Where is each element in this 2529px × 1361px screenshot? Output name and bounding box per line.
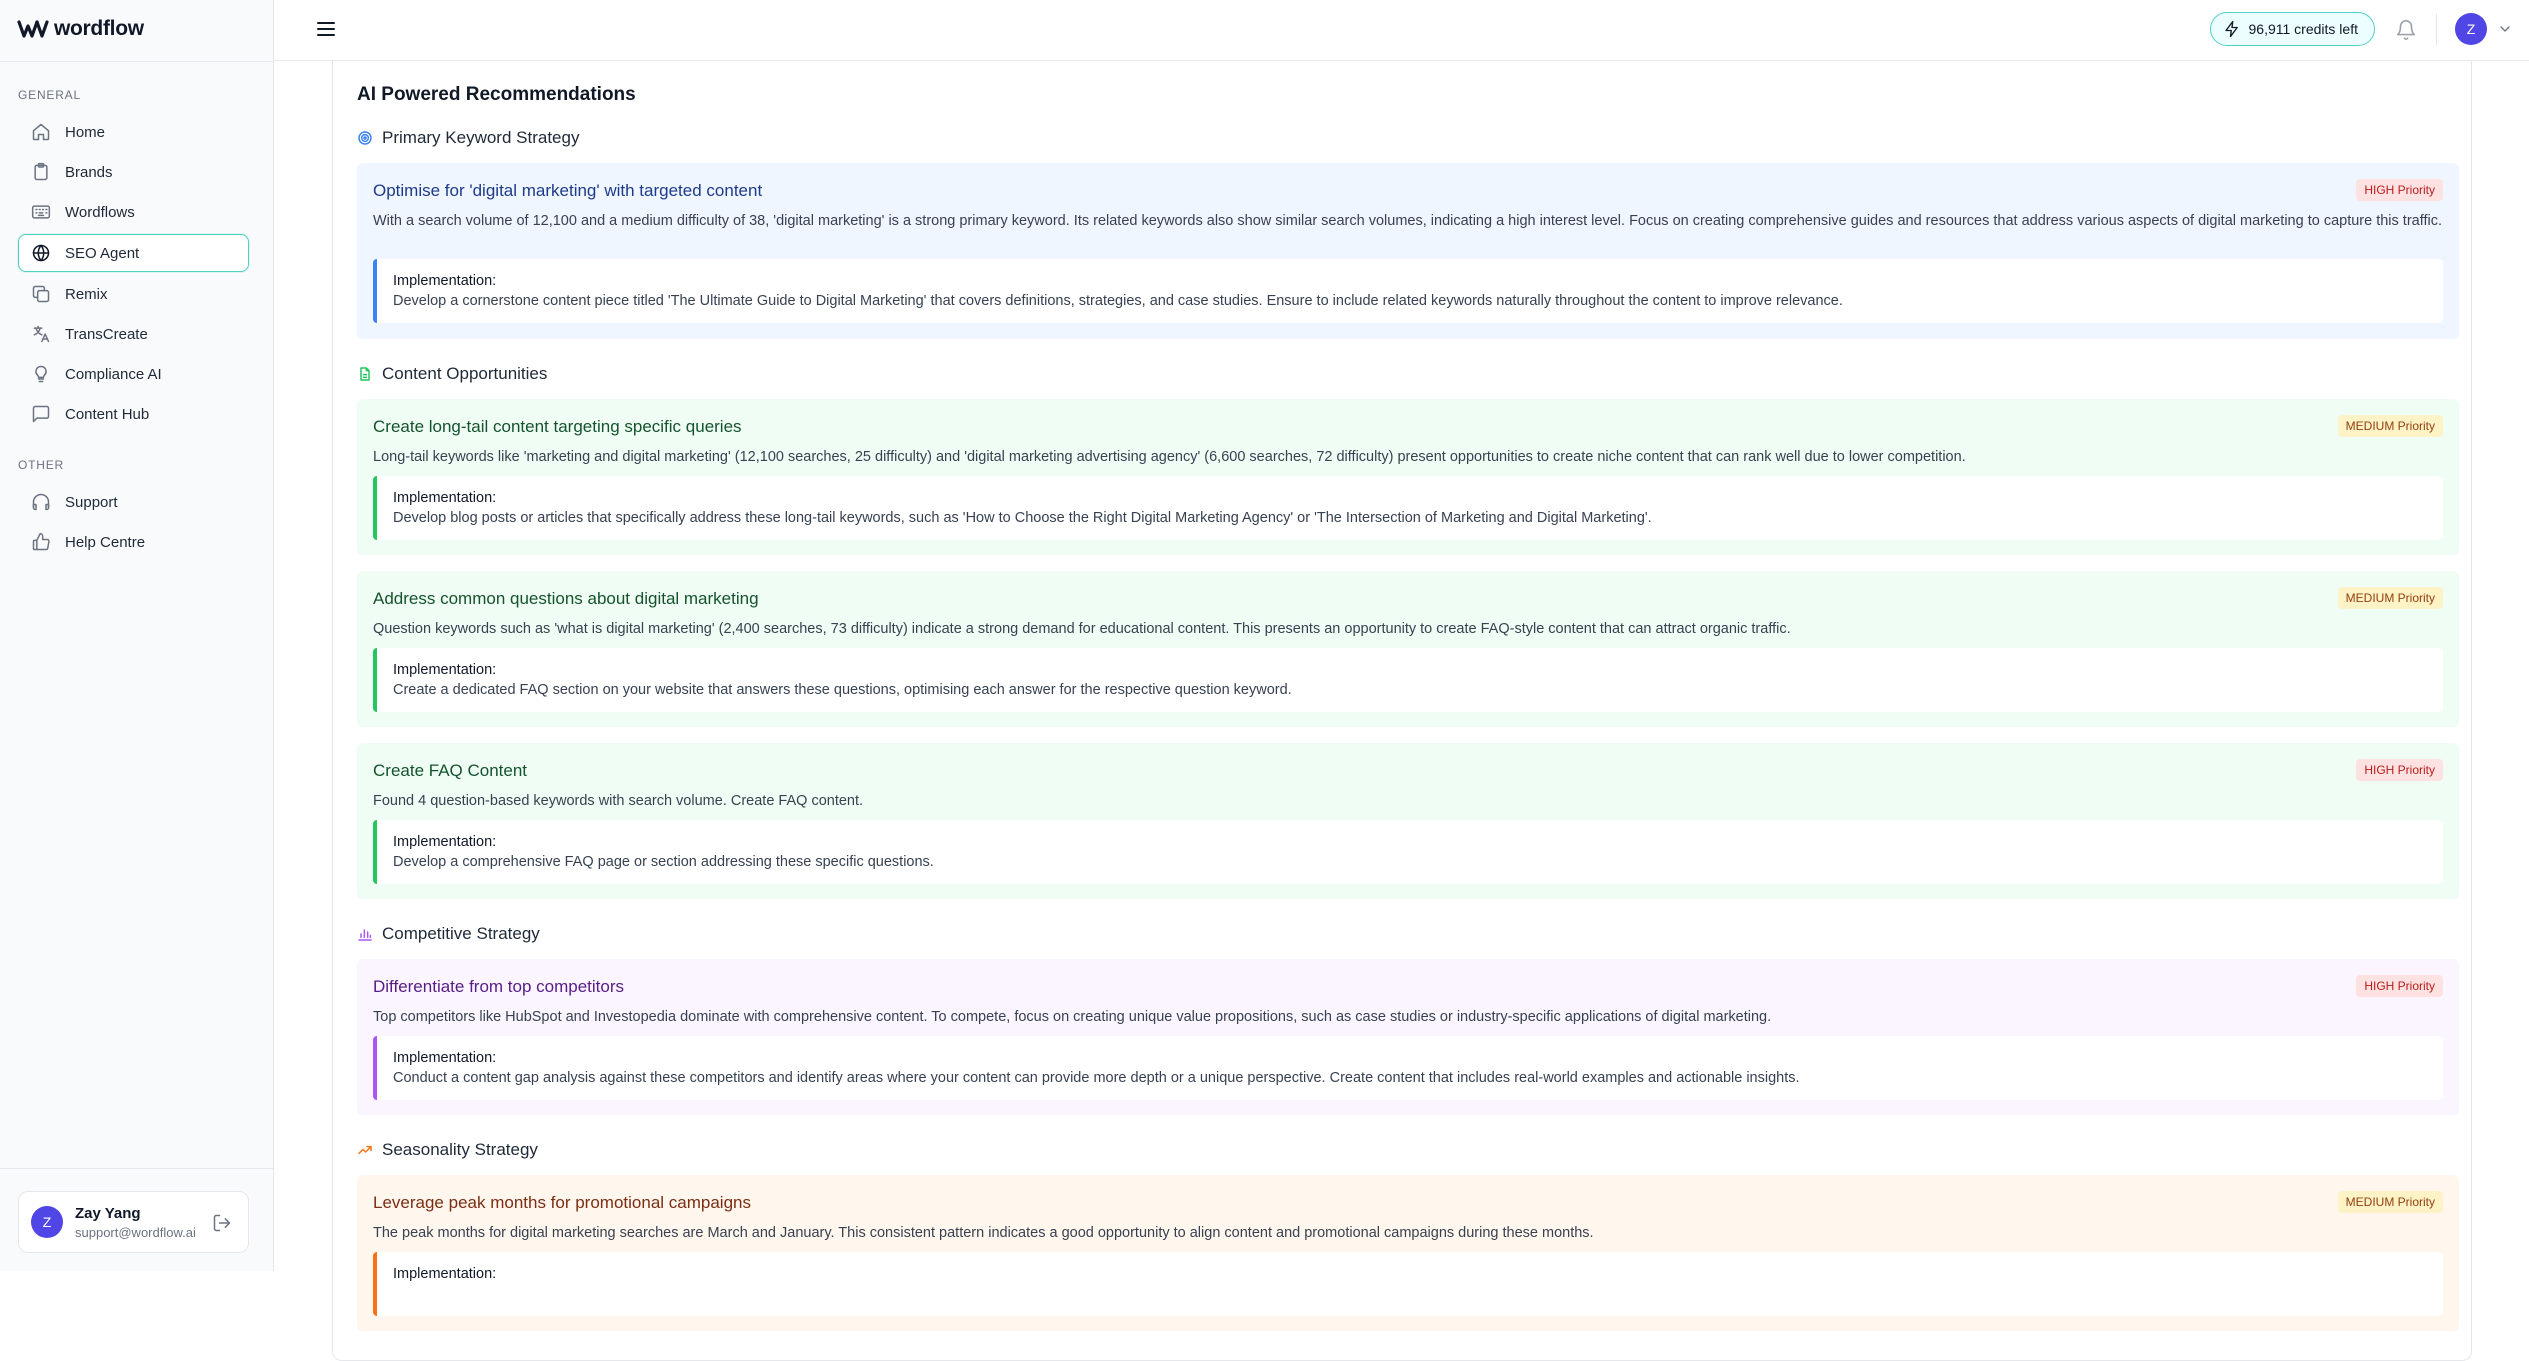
implementation-label: Implementation:	[393, 273, 497, 289]
implementation-text: Develop a comprehensive FAQ page or section addressing these specific questions.	[393, 854, 934, 870]
sidebar-item-label: Wordflows	[65, 203, 135, 221]
sidebar	[0, 0, 274, 1271]
page-title: AI Powered Recommendations	[357, 84, 636, 105]
implementation-label: Implementation:	[393, 490, 497, 506]
priority-badge: MEDIUM Priority	[2338, 1191, 2443, 1213]
implementation-box	[373, 820, 2443, 884]
user-email: support@wordflow.ai	[75, 1224, 196, 1240]
recommendation-card	[357, 743, 2459, 899]
recommendation-description: Question keywords such as 'what is digital marketing' (2,400 searches, 73 difficulty) indicate a strong demand for educational content. This presents an opportunity to create FAQ-style content that can attract organic traffic.	[373, 621, 1791, 637]
clipboard-icon	[31, 162, 51, 182]
sidebar-item-brands[interactable]	[18, 153, 249, 191]
thumbs-up-icon	[31, 532, 51, 552]
recommendation-card	[357, 571, 2459, 727]
implementation-text: Develop blog posts or articles that specifically address these long-tail keywords, such as 'How to Choose the Right Digital Marketing Agency' or 'The Intersection of Marketing and Digital Marketing'.	[393, 510, 1652, 526]
implementation-label: Implementation:	[393, 1266, 497, 1282]
bar-chart-icon	[357, 926, 373, 942]
user-info	[75, 1205, 196, 1240]
recommendation-description: Top competitors like HubSpot and Investopedia dominate with comprehensive content. To compete, focus on creating unique value propositions, such as case studies or industry-specific applications of digital marketing.	[373, 1009, 1772, 1025]
recommendation-card	[357, 163, 2459, 339]
section-heading: Competitive Strategy	[382, 924, 540, 943]
sidebar-item-help-centre[interactable]	[18, 523, 249, 561]
sidebar-item-wordflows[interactable]	[18, 193, 249, 231]
sidebar-item-label: Help Centre	[65, 533, 146, 551]
recommendation-title: Address common questions about digital marketing	[373, 589, 759, 608]
recommendation-title: Differentiate from top competitors	[373, 977, 625, 996]
implementation-label: Implementation:	[393, 834, 497, 850]
recommendations-card	[332, 61, 2472, 1361]
priority-badge: HIGH Priority	[2356, 759, 2443, 781]
implementation-box	[373, 476, 2443, 540]
user-divider	[0, 1168, 274, 1169]
section-competitive-strategy	[357, 924, 540, 944]
implementation-box	[373, 1252, 2443, 1316]
sidebar-item-label: Remix	[65, 285, 108, 303]
sidebar-item-label: Brands	[65, 163, 113, 181]
avatar[interactable]: Z	[31, 1206, 63, 1238]
user-card[interactable]	[18, 1191, 249, 1253]
topbar-separator	[2436, 14, 2437, 46]
sidebar-item-compliance-ai[interactable]	[18, 355, 249, 393]
implementation-box	[373, 259, 2443, 323]
wordflow-logo-icon	[18, 19, 48, 39]
priority-badge: MEDIUM Priority	[2338, 587, 2443, 609]
bell-icon[interactable]	[2395, 19, 2417, 41]
sidebar-divider	[0, 61, 274, 62]
target-icon	[357, 130, 373, 146]
sidebar-item-transcreate[interactable]	[18, 315, 249, 353]
keyboard-icon	[31, 202, 51, 222]
recommendation-title: Optimise for 'digital marketing' with targeted content	[373, 181, 763, 200]
globe-icon	[31, 243, 51, 263]
priority-badge: HIGH Priority	[2356, 975, 2443, 997]
sidebar-item-label: TransCreate	[65, 325, 148, 343]
top-bar	[274, 0, 2529, 61]
sidebar-item-remix[interactable]	[18, 275, 249, 313]
lightbulb-icon	[31, 364, 51, 384]
recommendation-description: The peak months for digital marketing searches are March and January. This consistent pattern indicates a good opportunity to align content and promotional campaigns during these months.	[373, 1225, 1594, 1241]
recommendation-description: Long-tail keywords like 'marketing and digital marketing' (12,100 searches, 25 difficulty) and 'digital marketing advertising agency' (6,600 searches, 72 difficulty) present opportunities to create niche content that can rank well due to lower competition.	[373, 449, 1966, 465]
headphones-icon	[31, 492, 51, 512]
document-icon	[357, 366, 373, 382]
recommendation-card	[357, 1175, 2459, 1331]
main-content	[274, 61, 2529, 1282]
credits-text: 96,911 credits left	[2248, 21, 2358, 37]
section-primary-keyword-strategy	[357, 128, 579, 148]
implementation-text: Conduct a content gap analysis against these competitors and identify areas where your content can provide more depth or a unique perspective. Create content that includes real-world examples and actionable insights.	[393, 1070, 1800, 1086]
logo[interactable]	[18, 18, 144, 40]
sidebar-item-label: Support	[65, 493, 118, 511]
other-section-label: OTHER	[18, 458, 64, 472]
implementation-label: Implementation:	[393, 662, 497, 678]
sidebar-item-seo-agent[interactable]	[18, 234, 249, 272]
section-heading: Content Opportunities	[382, 364, 548, 383]
copy-icon	[31, 284, 51, 304]
sidebar-item-home[interactable]	[18, 113, 249, 151]
recommendation-title: Leverage peak months for promotional campaigns	[373, 1193, 751, 1212]
section-heading: Primary Keyword Strategy	[382, 128, 580, 147]
brand-name: wordflow	[54, 17, 144, 40]
general-section-label: GENERAL	[18, 88, 81, 102]
section-heading: Seasonality Strategy	[382, 1140, 538, 1159]
recommendation-description: Found 4 question-based keywords with search volume. Create FAQ content.	[373, 793, 864, 809]
sidebar-item-support[interactable]	[18, 483, 249, 521]
sidebar-item-label: Compliance AI	[65, 365, 162, 383]
implementation-text: Create a dedicated FAQ section on your website that answers these questions, optimising each answer for the respective question keyword.	[393, 682, 1292, 698]
recommendation-description: With a search volume of 12,100 and a medium difficulty of 38, 'digital marketing' is a strong primary keyword. Its related keywords also show similar search volumes, indicating a high interest level. Focus on creating comprehensive guides and resources that address various aspects of digital marketing to capture this traffic.	[373, 213, 2443, 229]
user-menu-avatar[interactable]: Z	[2455, 13, 2487, 45]
recommendation-card	[357, 399, 2459, 555]
sidebar-item-label: SEO Agent	[65, 244, 140, 262]
sidebar-item-label: Content Hub	[65, 405, 150, 423]
priority-badge: MEDIUM Priority	[2338, 415, 2443, 437]
section-seasonality-strategy	[357, 1140, 538, 1160]
home-icon	[31, 122, 51, 142]
recommendation-title: Create long-tail content targeting specific queries	[373, 417, 742, 436]
credits-badge[interactable]	[2210, 12, 2375, 46]
implementation-text: Develop a cornerstone content piece titled 'The Ultimate Guide to Digital Marketing' that covers definitions, strategies, and case studies. Ensure to include related keywords naturally throughout the content to improve relevance.	[393, 293, 1843, 309]
menu-icon[interactable]	[314, 17, 338, 41]
message-square-icon	[31, 404, 51, 424]
implementation-box	[373, 648, 2443, 712]
implementation-box	[373, 1036, 2443, 1100]
trending-up-icon	[357, 1142, 373, 1158]
sidebar-item-label: Home	[65, 123, 106, 141]
recommendation-title: Create FAQ Content	[373, 761, 528, 780]
sidebar-item-content-hub[interactable]	[18, 395, 249, 433]
section-content-opportunities	[357, 364, 547, 384]
lightning-icon	[2223, 20, 2241, 38]
logout-icon[interactable]	[212, 1213, 232, 1233]
user-name: Zay Yang	[75, 1204, 141, 1222]
recommendation-card	[357, 959, 2459, 1115]
implementation-label: Implementation:	[393, 1050, 497, 1066]
chevron-down-icon[interactable]	[2497, 21, 2513, 37]
priority-badge: HIGH Priority	[2356, 179, 2443, 201]
translate-icon	[31, 324, 51, 344]
